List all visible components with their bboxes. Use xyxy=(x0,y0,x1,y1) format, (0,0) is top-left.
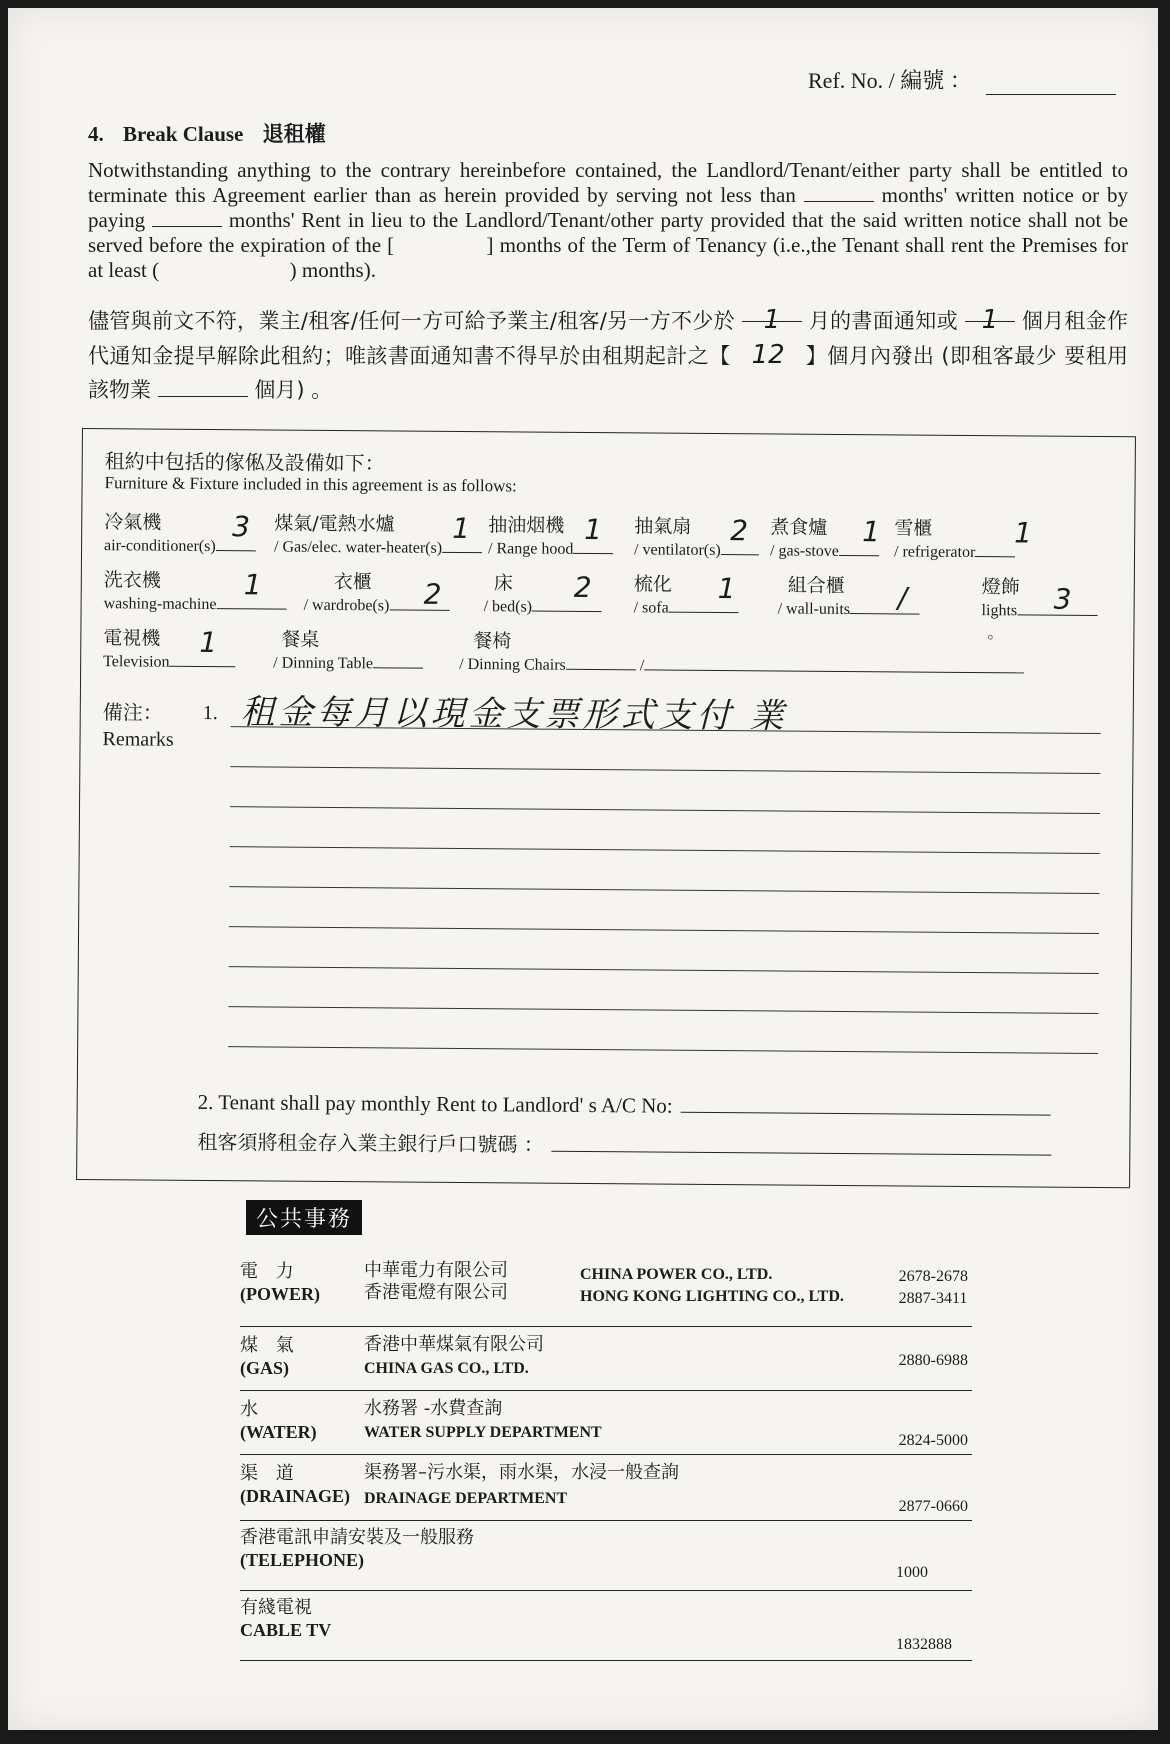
item-aircon: 冷氣機 air-conditioner(s) 3 xyxy=(104,507,256,556)
item-dining-table: 餐桌 / Dinning Table xyxy=(273,625,423,674)
notice-months-blank[interactable] xyxy=(804,183,874,202)
item-bed: 床 / bed(s) 2 xyxy=(484,568,603,617)
min-term-value: 12 xyxy=(751,340,785,370)
item-gas-stove: 煮食爐 / gas-stove 1 xyxy=(769,515,881,560)
clause-zh-5: 個月) 。 xyxy=(254,378,333,402)
ref-blank[interactable] xyxy=(986,72,1116,95)
clause-en-1: Notwithstanding anything to the contrary hereinbefore contained, the Landlord/Tenant/either party shall be entitled to terminate this Agreement earlier than as herein provided by serving not less than xyxy=(88,158,1128,207)
section-title-zh: 退租權 xyxy=(262,122,326,146)
remark-line[interactable] xyxy=(230,846,1100,854)
item-wardrobe-qty: 2 xyxy=(423,577,442,611)
utility-row-water: 水 (WATER) 水務署 -水費查詢 WATER SUPPLY DEPARTMENT 2824-5000 xyxy=(240,1392,972,1455)
utility-row-cable-tv: 有綫電視 CABLE TV 1832888 xyxy=(240,1592,972,1661)
item-washing-machine-qty: 1 xyxy=(243,568,262,602)
rent-months-value: 1 xyxy=(981,305,999,335)
rent-months-blank[interactable] xyxy=(152,208,222,227)
remarks-label: 備注： Remarks xyxy=(102,700,174,751)
clause-zh-1: 儘管與前文不符，業主/租客/任何一方可給予業主/租客/另一方不少於 xyxy=(88,309,735,333)
remark-number-1: 1. xyxy=(202,701,218,725)
furniture-title-zh: 租約中包括的傢俬及設備如下： xyxy=(104,449,385,476)
break-clause-chinese xyxy=(88,303,1128,407)
item-bed-qty: 2 xyxy=(573,570,592,605)
remark-line[interactable] xyxy=(229,926,1099,934)
remark-line[interactable] xyxy=(230,806,1100,814)
item-sofa: 梳化 / sofa 1 xyxy=(634,569,739,618)
remark-line[interactable] xyxy=(229,886,1099,894)
account-number-en: 2. Tenant shall pay monthly Rent to Landlord' s A/C No: xyxy=(198,1090,1051,1122)
section-title xyxy=(88,118,340,148)
remark-line[interactable] xyxy=(228,1006,1098,1014)
furniture-row-1 xyxy=(104,507,1108,567)
clause-en-3: months' Rent in lieu to the Landlord/Tenant/other party provided that the said written notice shall not be served before the expiration of the [ xyxy=(88,208,1129,257)
item-television-qty: 1 xyxy=(199,625,218,660)
clause-zh-2: 月的書面通知或 xyxy=(808,309,958,333)
remark-line[interactable] xyxy=(230,766,1100,774)
item-range-hood-qty: 1 xyxy=(584,512,603,547)
item-ventilator: 抽氣扇 / ventilator(s) 2 xyxy=(634,511,759,560)
clause-en-2: months' written notice or by paying xyxy=(88,183,1129,232)
item-range-hood: 抽油烟機 / Range hood 1 xyxy=(488,510,614,559)
item-water-heater: 煤氣/電熱水爐 / Gas/elec. water-heater(s) 1 xyxy=(274,509,482,559)
account-number-zh: 租客須將租金存入業主銀行戶口號碼 ： xyxy=(197,1126,1052,1162)
notice-months-value: 1 xyxy=(763,305,781,335)
section-number: 4. xyxy=(88,122,104,146)
remark-line[interactable] xyxy=(228,1046,1098,1054)
item-ventilator-qty: 2 xyxy=(730,514,749,548)
item-washing-machine: 洗衣機 washing-machine 1 xyxy=(104,565,287,614)
furniture-box xyxy=(76,428,1136,1188)
clause-zh-4: 】個月內發出 (即租客最少 要租用該物業 xyxy=(88,344,1128,402)
remark-handwritten-1: 租金每月以現金支票形式支付 業 xyxy=(240,692,788,737)
item-lights: 燈飾 lights。 3 xyxy=(981,572,1108,644)
item-wall-units: 組合櫃 / wall-units / xyxy=(778,570,921,619)
utility-row-power: 電 力 (POWER) 中華電力有限公司 香港電燈有限公司 CHINA POWER CO., LTD. HONG KONG LIGHTING CO., LTD. 2678-2678 2887-3411 xyxy=(240,1256,972,1327)
clause-en-4: ] months of the Term of Tenancy (i.e.,the Tenant shall rent the Premises for at least ( xyxy=(88,233,1129,282)
ref-label: Ref. No. / 編號 ： xyxy=(808,68,972,93)
min-term-blank[interactable] xyxy=(158,378,248,397)
contract-page xyxy=(8,8,1158,1730)
ref-number-field xyxy=(808,64,1116,95)
item-gas-stove-qty: 1 xyxy=(862,515,881,549)
item-wardrobe: 衣櫃 / wardrobe(s) 2 xyxy=(304,567,450,616)
utility-row-gas: 煤 氣 (GAS) 香港中華煤氣有限公司 CHINA GAS CO., LTD. 2880-6988 xyxy=(240,1328,972,1391)
item-television: 電視機 Television 1 xyxy=(103,623,236,672)
item-refrigerator-qty: 1 xyxy=(1014,516,1033,550)
item-refrigerator: 雪櫃 / refrigerator 1 xyxy=(893,516,1033,562)
furniture-row-3 xyxy=(103,623,1107,683)
item-sofa-qty: 1 xyxy=(717,571,736,606)
utility-row-telephone: 香港電訊申請安裝及一般服務 (TELEPHONE) 1000 xyxy=(240,1522,972,1591)
furniture-row-2 xyxy=(103,565,1108,643)
item-aircon-qty: 3 xyxy=(232,510,251,544)
utilities-header: 公共事務 xyxy=(246,1200,362,1235)
remark-line[interactable] xyxy=(229,966,1099,974)
section-title-en: Break Clause xyxy=(123,122,244,146)
item-lights-qty: 3 xyxy=(1053,582,1072,616)
item-water-heater-qty: 1 xyxy=(452,511,471,546)
clause-zh-3: 個月租金作代通知金提早解除此租約；唯該書面通知書不得早於由租期起計之【 xyxy=(88,309,1128,368)
furniture-title-en: Furniture & Fixture included in this agreement is as follows: xyxy=(104,473,517,496)
item-dining-chairs: 餐椅 / Dinning Chairs / xyxy=(459,626,1024,678)
clause-en-5: ) months). xyxy=(289,258,376,282)
utility-row-drainage: 渠 道 (DRAINAGE) 渠務署–污水渠，雨水渠，水浸一般查詢 DRAINAGE DEPARTMENT 2877-0660 xyxy=(240,1456,972,1521)
item-wall-units-qty: / xyxy=(897,581,908,615)
break-clause-english xyxy=(88,158,1128,283)
